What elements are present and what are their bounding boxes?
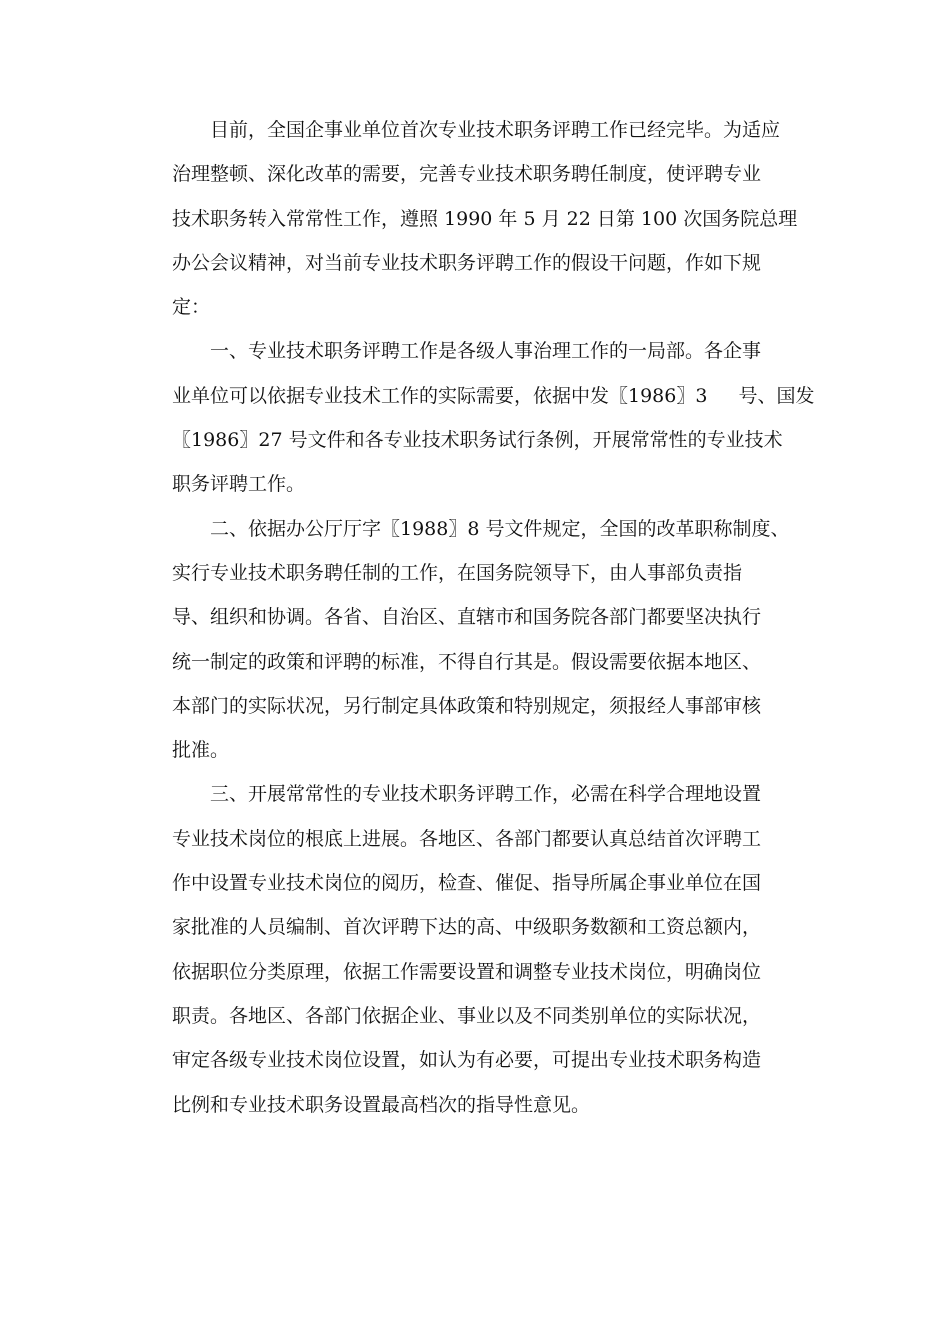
- text-line: 目前，全国企事业单位首次专业技术职务评聘工作已经完毕。为适应: [210, 119, 781, 141]
- text-line: 职务评聘工作。: [172, 473, 306, 496]
- document-body: [172, 108, 815, 1127]
- text-line: 治理整顿、深化改革的需要，完善专业技术职务聘任制度，使评聘专业: [172, 163, 762, 186]
- text-line: 统一制定的政策和评聘的标准，不得自行其是。假设需要依据本地区、: [172, 650, 762, 673]
- text-line: 导、组织和协调。各省、自治区、直辖市和国务院各部门都要坚决执行: [172, 606, 762, 629]
- text-line: 业单位可以依据专业技术工作的实际需要，依据中发〖1986〗3 号、国发: [172, 384, 815, 407]
- text-line: 批准。: [172, 739, 230, 762]
- text-line: 实行专业技术职务聘任制的工作，在国务院领导下，由人事部负责指: [172, 561, 743, 584]
- text-line: 家批准的人员编制、首次评聘下达的高、中级职务数额和工资总额内，: [172, 916, 762, 939]
- text-line: 职责。各地区、各部门依据企业、事业以及不同类别单位的实际状况，: [172, 1004, 762, 1027]
- paragraph-item-1: [172, 329, 815, 506]
- paragraph-item-2: [172, 507, 790, 773]
- text-line: 二、依据办公厅厅字〖1988〗8 号文件规定，全国的改革职称制度、: [210, 517, 790, 540]
- text-line: 专业技术岗位的根底上进展。各地区、各部门都要认真总结首次评聘工: [172, 827, 762, 850]
- text-line: 办公会议精神，对当前专业技术职务评聘工作的假设干问题，作如下规: [172, 251, 762, 274]
- text-line: 技术职务转入常常性工作，遵照 1990 年 5 月 22 日第 100 次国务院总理: [172, 207, 798, 230]
- text-line: 比例和专业技术职务设置最高档次的指导性意见。: [172, 1093, 591, 1116]
- text-line: 审定各级专业技术岗位设置，如认为有必要，可提出专业技术职务构造: [172, 1049, 762, 1072]
- text-line: 作中设置专业技术岗位的阅历，检查、催促、指导所属企事业单位在国: [172, 872, 762, 895]
- text-line: 依据职位分类原理，依据工作需要设置和调整专业技术岗位，明确岗位: [172, 960, 762, 983]
- paragraph-intro: [172, 108, 798, 329]
- text-line: 〖1986〗27 号文件和各专业技术职务试行条例，开展常常性的专业技术: [172, 429, 783, 452]
- text-line: 一、专业技术职务评聘工作是各级人事治理工作的一局部。各企事: [210, 340, 762, 363]
- text-line: 三、开展常常性的专业技术职务评聘工作，必需在科学合理地设置: [210, 783, 762, 806]
- paragraph-item-3: [172, 772, 782, 1126]
- text-line: 本部门的实际状况，另行制定具体政策和特别规定，须报经人事部审核: [172, 694, 762, 717]
- text-line: 定：: [172, 296, 211, 319]
